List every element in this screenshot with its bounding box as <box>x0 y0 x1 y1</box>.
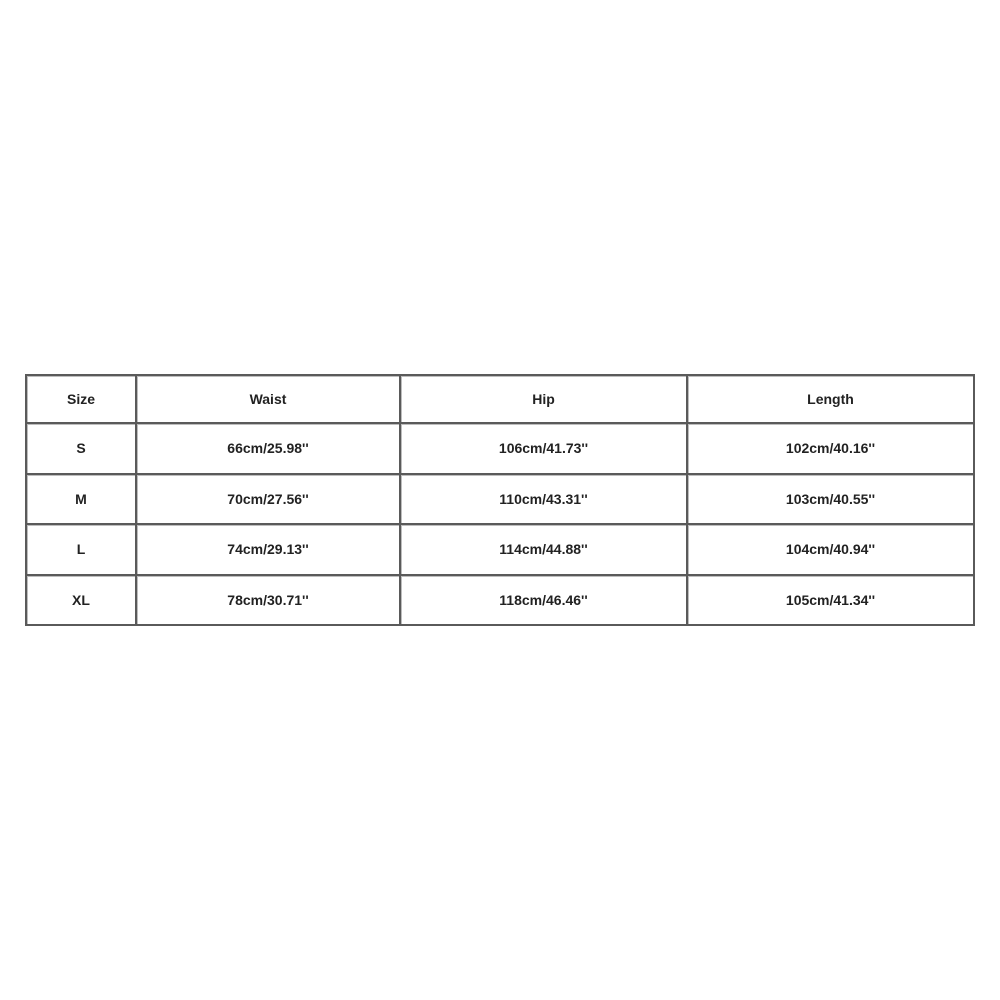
cell-length: 104cm/40.94'' <box>688 525 975 576</box>
cell-length: 103cm/40.55'' <box>688 475 975 526</box>
cell-waist: 66cm/25.98'' <box>137 424 401 475</box>
table-row <box>27 475 975 526</box>
size-chart-table <box>25 374 975 626</box>
cell-size: XL <box>27 576 137 627</box>
table-row <box>27 525 975 576</box>
cell-size: M <box>27 475 137 526</box>
table-row <box>27 424 975 475</box>
header-hip: Hip <box>401 376 688 424</box>
cell-waist: 74cm/29.13'' <box>137 525 401 576</box>
cell-waist: 70cm/27.56'' <box>137 475 401 526</box>
cell-size: S <box>27 424 137 475</box>
header-length: Length <box>688 376 975 424</box>
cell-waist: 78cm/30.71'' <box>137 576 401 627</box>
header-size: Size <box>27 376 137 424</box>
table-header-row <box>27 376 975 424</box>
cell-length: 105cm/41.34'' <box>688 576 975 627</box>
cell-hip: 118cm/46.46'' <box>401 576 688 627</box>
cell-hip: 110cm/43.31'' <box>401 475 688 526</box>
cell-hip: 114cm/44.88'' <box>401 525 688 576</box>
table-row <box>27 576 975 627</box>
cell-size: L <box>27 525 137 576</box>
cell-hip: 106cm/41.73'' <box>401 424 688 475</box>
cell-length: 102cm/40.16'' <box>688 424 975 475</box>
header-waist: Waist <box>137 376 401 424</box>
